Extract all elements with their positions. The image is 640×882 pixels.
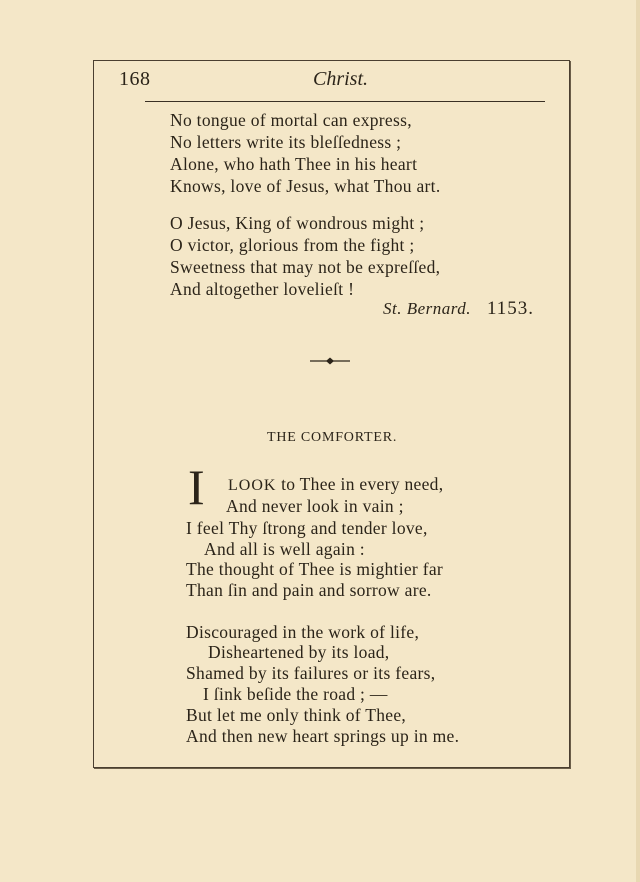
first-line-rest: to Thee in every need, (276, 474, 444, 494)
attribution (383, 298, 534, 320)
poem-line: Shamed by its failures or its fears, (186, 663, 436, 683)
poem-line: The thought of Thee is mightier far (186, 559, 444, 579)
poem-line: Disheartened by its load, (208, 642, 390, 662)
page-edge (636, 0, 640, 882)
poem-line: Alone, who hath Thee in his heart (170, 154, 418, 174)
poem-line: And then new heart springs up in me. (186, 726, 460, 746)
poem-line: And altogether lovelieſt ! (170, 279, 355, 299)
poem-first-line (228, 474, 443, 495)
poem-line: O victor, glorious from the fight ; (170, 235, 415, 255)
poem-line: Discouraged in the work of life, (186, 622, 420, 642)
ornament-divider-icon (310, 356, 350, 366)
author-name: St. Bernard. (383, 299, 472, 318)
drop-cap: I (188, 459, 205, 515)
poem-line: No tongue of mortal can express, (170, 110, 412, 130)
poem-line: I feel Thy ſtrong and tender love, (186, 518, 428, 538)
first-word-caps: LOOK (228, 477, 277, 494)
year: 1153. (487, 298, 535, 319)
header-rule (145, 101, 545, 102)
page-number: 168 (119, 68, 151, 90)
poem-line: And never look in vain ; (226, 496, 404, 516)
running-title: Christ. (313, 68, 369, 90)
poem-line: And all is well again : (204, 539, 365, 559)
poem-line: Knows, love of Jesus, what Thou art. (170, 176, 441, 196)
poem-line: Sweetness that may not be expreſſed, (170, 257, 441, 277)
poem-line: But let me only think of Thee, (186, 705, 407, 725)
poem-line: O Jesus, King of wondrous might ; (170, 213, 425, 233)
poem-line: I ſink beſide the road ; — (203, 684, 388, 704)
poem-line: No letters write its bleſſedness ; (170, 132, 402, 152)
poem-line: Than ſin and pain and sorrow are. (186, 580, 432, 600)
section-title: THE COMFORTER. (267, 430, 398, 445)
